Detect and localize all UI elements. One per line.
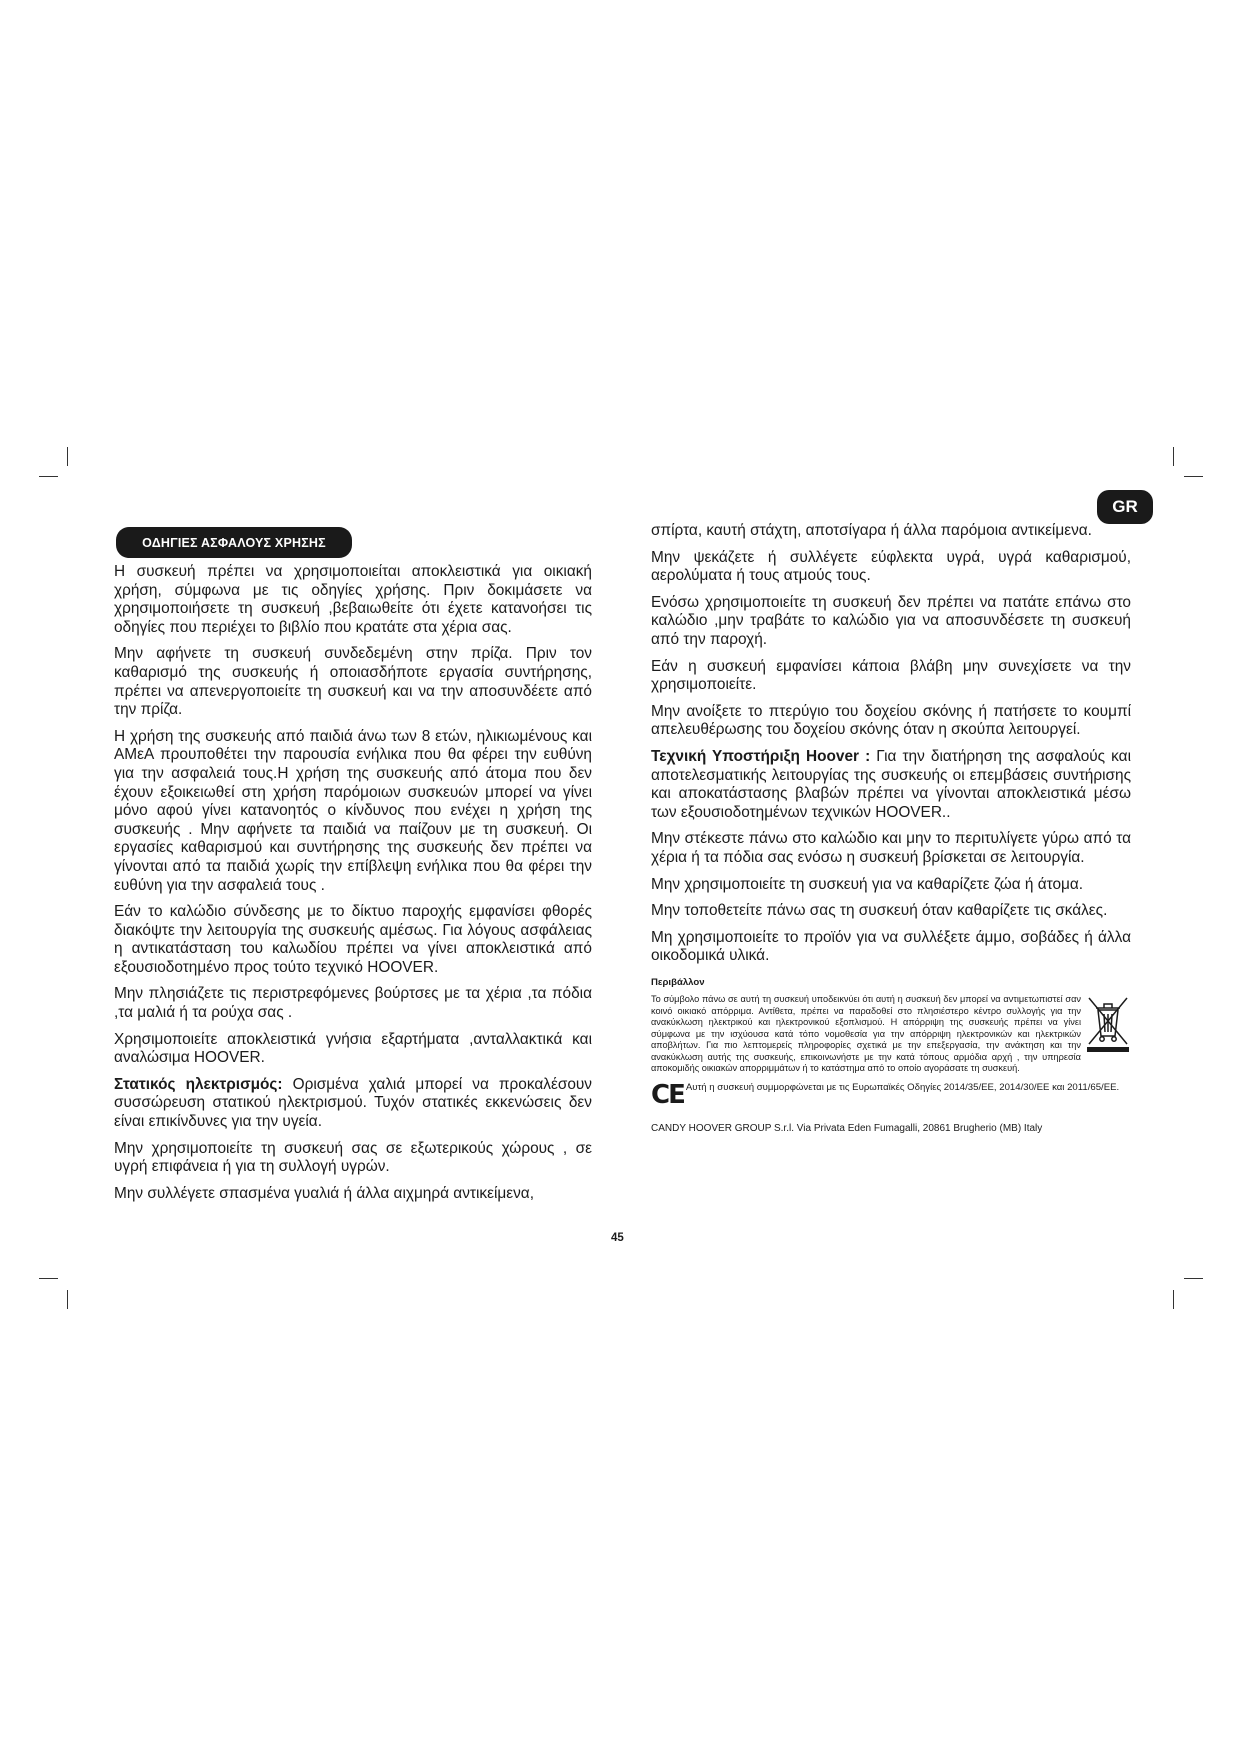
paragraph <box>114 1031 592 1068</box>
paragraph <box>651 929 1131 966</box>
paragraph <box>651 703 1131 740</box>
paragraph <box>114 1076 592 1132</box>
paragraph <box>651 748 1131 822</box>
paragraph <box>114 1140 592 1177</box>
crop-mark-bottom-left-horizontal <box>39 1278 58 1279</box>
environment-block <box>651 994 1131 1074</box>
paragraph-text: Μη χρησιμοποιείτε το προϊόν για να συλλέξετε άμμο, σοβάδες ή άλλα οικοδομικά υλικά. <box>651 928 1131 965</box>
paragraph-text: Μην συλλέγετε σπασμένα γυαλιά ή άλλα αιχμηρά αντικείμενα, <box>114 1184 534 1202</box>
crop-mark-top-left-horizontal <box>39 476 58 477</box>
paragraph-text: Χρησιμοποιείτε αποκλειστικά γνήσια εξαρτήματα ,ανταλλακτικά και αναλώσιμα HOOVER. <box>114 1030 592 1067</box>
crop-mark-bottom-left-vertical <box>67 1290 68 1309</box>
environment-title: Περιβάλλον <box>651 976 705 988</box>
language-badge: GR <box>1097 490 1153 524</box>
paragraph <box>651 549 1131 586</box>
ce-declaration <box>651 1080 1131 1111</box>
paragraph-text: Μην τοποθετείτε πάνω σας τη συσκευή όταν καθαρίζετε τις σκάλες. <box>651 902 1108 920</box>
paragraph-text: Ενόσω χρησιμοποιείτε τη συσκευή δεν πρέπει να πατάτε επάνω στο καλώδιο ,μην τραβάτε το καλώδιο για να αποσυνδέσετε τη συσκευή από την παροχή. <box>651 593 1131 648</box>
crop-mark-bottom-right-horizontal <box>1184 1278 1203 1279</box>
right-column <box>651 522 1131 1139</box>
ce-mark-icon: CE <box>651 1080 684 1111</box>
paragraph-text: Μην χρησιμοποιείτε τη συσκευή για να καθαρίζετε ζώα ή άτομα. <box>651 875 1084 893</box>
paragraph-text: Εάν η συσκευή εμφανίσει κάποια βλάβη μην συνεχίσετε να την χρησιμοποιείτε. <box>651 657 1131 694</box>
paragraph <box>114 645 592 719</box>
paragraph <box>114 563 592 637</box>
paragraph-text: Μην χρησιμοποιείτε τη συσκευή σας σε εξωτερικούς χώρους , σε υγρή επιφάνεια ή για τη συλλογή υγρών. <box>114 1139 592 1176</box>
paragraph-text: Μην ανοίξετε το πτερύγιο του δοχείου σκόνης ή πατήσετε το κουμπί απελευθέρωσης του δοχείου σκόνης όταν η σκούπα λειτουργεί. <box>651 702 1131 739</box>
paragraph <box>114 985 592 1022</box>
page-number: 45 <box>611 1232 624 1244</box>
right-paragraphs <box>651 522 1131 966</box>
crop-mark-top-left-vertical <box>67 447 68 466</box>
left-column <box>114 563 592 1211</box>
paragraph-text: Ορισμένα χαλιά μπορεί να προκαλέσουν συσσώρευση στατικού ηλεκτρισμού. Τυχόν στατικές εκκενώσεις δεν είναι επικίνδυνες για την υγεία. <box>114 1075 592 1131</box>
environment-text: Το σύμβολο πάνω σε αυτή τη συσκευή υποδεικνύει ότι αυτή η συσκευή δεν μπορεί να αντιμετωπιστεί σαν κοινό οικιακό απόρριμα. Αντίθετα, πρέπει να παραδοθεί στο πλησιέστερο κέντρο συλλογής για την ανακύκλωση ηλεκτρικού και ηλεκτρονικού εξοπλισμού. Η απόρριψη της συσκευής πρέπει να γίνει σύμφωνα με την ισχύουσα κατά τόπο νομοθεσία για την απόρριψη ηλεκτρονικών και ηλεκτρικών αποβλήτων. Για πιο λεπτομερείς πληροφορίες σχετικά με την επεξεργασία, την ανάκτηση και την ανακύκλωση αυτής της συσκευής, επικοινωνήστε με την κατά τόπους αρμόδια αρχή , την υπηρεσία αποκομιδής οικιακών απορριμμάτων ή το κατάστημα από το οποίο αγοράσατε τη συσκευή. <box>651 994 1081 1073</box>
paragraph-text: Μην ψεκάζετε ή συλλέγετε εύφλεκτα υγρά, υγρά καθαρισμού, αερολύματα ή τους ατμούς τους. <box>651 548 1131 585</box>
crop-mark-bottom-right-vertical <box>1173 1290 1174 1309</box>
paragraph-text: Για την διατήρηση της ασφαλούς και αποτελεσματικής λειτουργίας της συσκευής οι επεμβάσεις συντήρισης και αποκατάστασης βλαβών πρέπει να γίνονται αποκλειστικά μέσω των εξουσιοδοτημένων τεχνικών HOOVER.. <box>651 747 1131 821</box>
paragraph <box>651 658 1131 695</box>
paragraph-text: Μην πλησιάζετε τις περιστρεφόμενες βούρτσες με τα χέρια ,τα πόδια ,τα μαλιά ή τα ρούχα σας . <box>114 985 592 1022</box>
paragraph-text: σπίρτα, καυτή στάχτη, αποτσίγαρα ή άλλα παρόμοια αντικείμενα. <box>651 522 1092 539</box>
paragraph <box>651 876 1131 895</box>
company-address: CANDY HOOVER GROUP S.r.l. Via Privata Eden Fumagalli, 20861 Brugherio (MB) Italy <box>651 1123 1043 1135</box>
paragraph <box>114 728 592 895</box>
paragraph <box>651 830 1131 867</box>
section-heading: ΟΔΗΓΙΕΣ ΑΣΦΑΛΟΥΣ ΧΡΗΣΗΣ <box>116 527 352 558</box>
paragraph <box>651 522 1131 541</box>
crop-mark-top-right-horizontal <box>1184 476 1203 477</box>
ce-text: Αυτή η συσκευή συμμορφώνεται με τις Ευρωπαϊκές Οδηγίες 2014/35/ΕΕ, 2014/30/ΕΕ και 2011/65/ΕΕ. <box>685 1082 1120 1094</box>
paragraph-lead: Τεχνική Υποστήριξη Hoover : <box>651 747 871 765</box>
paragraph-text: Η χρήση της συσκευής από παιδιά άνω των 8 ετών, ηλικιωμένους και ΑΜεΑ προυποθέτει την παρουσία ενήλικα που θα φέρει την ευθύνη για την ασφαλειά τους.Η χρήση της συσκευής από άτομα που δεν έχουν εξοικειωθεί στη χρήση παρόμοιων συσκευών μπορεί να γίνει μόνο αφού γίνει κατανοητός ο κίνδυνος που ενέχει η χρήση της συσκευής . Μην αφήνετε τα παιδιά να παίζουν με τη συσκευή. Οι εργασίες καθαρισμού και συντήρησης της συσκευής δεν πρέπει να γίνονται από τα παιδιά χωρίς την επίβλεψη ενήλικα που θα φέρει την ευθύνη για την ασφαλειά τους . <box>114 727 592 894</box>
paragraph <box>114 1185 592 1204</box>
paragraph <box>651 594 1131 650</box>
crossed-out-bin-icon <box>1085 994 1131 1052</box>
paragraph <box>114 903 592 977</box>
paragraph <box>651 902 1131 921</box>
paragraph-text: Μην στέκεστε πάνω στο καλώδιο και μην το περιτυλίγετε γύρω από τα χέρια ή τα πόδια σας ενόσω η συσκευή βρίσκεται σε λειτουργία. <box>651 830 1131 866</box>
paragraph-text: Μην αφήνετε τη συσκευή συνδεδεμένη στην πρίζα. Πριν τον καθαρισμό της συσκευής ή οποιασδήποτε εργασία συντήρησης, πρέπει να απενεργοποιείτε τη συσκευή και να την αποσυνδέετε από την πρίζα. <box>114 645 592 719</box>
paragraph-lead: Στατικός ηλεκτρισμός: <box>114 1075 283 1093</box>
crop-mark-top-right-vertical <box>1173 447 1174 466</box>
paragraph-text: Η συσκευή πρέπει να χρησιμοποιείται αποκλειστικά για οικιακή χρήση, σύμφωνα με τις οδηγίες χρήσης. Πριν δοκιμάσετε να χρησιμοποιήσετε τη συσκευή ,βεβαιωθείτε ότι έχετε κατανοήσει τις οδηγίες που περιέχει το βιβλίο που κρατάτε στα χέρια σας. <box>114 563 592 636</box>
paragraph-text: Εάν το καλώδιο σύνδεσης με το δίκτυο παροχής εμφανίσει φθορές διακόψτε την λειτουργία της συσκευής αμέσως. Για λόγους ασφάλειας η αντικατάσταση του καλωδίου πρέπει να γίνει αποκλειστικά από εξουσιοδοτημένο προς τούτο τεχνικό HOOVER. <box>114 903 592 976</box>
